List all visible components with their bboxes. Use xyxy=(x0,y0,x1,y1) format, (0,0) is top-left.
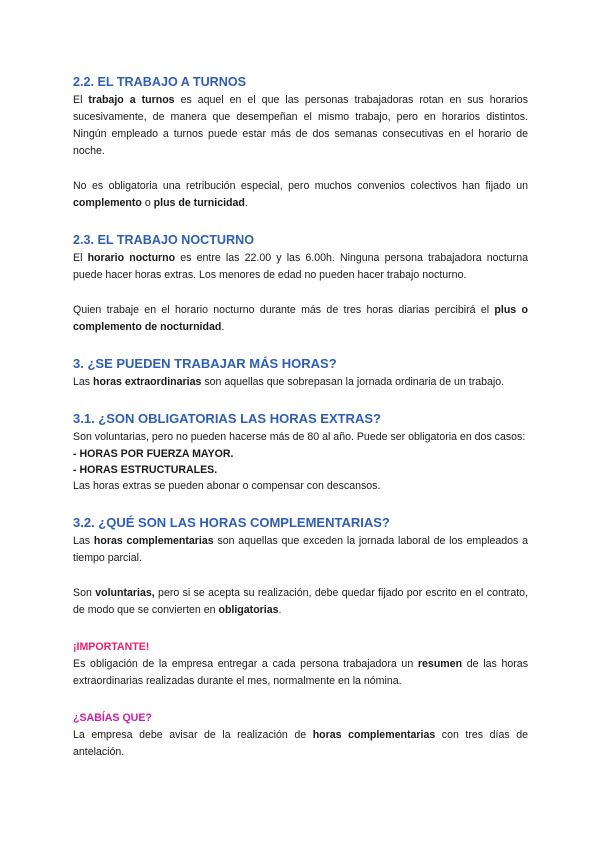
text: . xyxy=(278,604,282,616)
section-heading-2-2: 2.2. EL TRABAJO A TURNOS xyxy=(73,75,247,89)
text: Quien trabaje en el horario nocturno durante más de tres horas diarias percibirá el xyxy=(73,304,495,316)
bold-term: horas complementarias xyxy=(93,535,214,547)
section-heading-3: 3. ¿SE PUEDEN TRABAJAR MÁS HORAS? xyxy=(73,356,337,371)
paragraph-horas-extraordinarias xyxy=(73,374,528,391)
text: . xyxy=(244,197,248,209)
text: pero si se acepta su realización, debe quedar fijado por escrito en el contrato, de modo que se convierten en xyxy=(73,587,528,616)
text: Es obligación de la empresa entregar a cada persona trabajadora un xyxy=(73,658,418,670)
text: El xyxy=(73,252,88,264)
section-heading-3-2: 3.2. ¿QUÉ SON LAS HORAS COMPLEMENTARIAS? xyxy=(73,515,390,530)
bold-term: horario nocturno xyxy=(87,252,176,264)
text: de las horas extraordinarias realizadas durante el mes, normalmente en la nómina. xyxy=(73,658,528,687)
callout-importante-label: ¡IMPORTANTE! xyxy=(73,641,150,653)
bold-term: obligatorias xyxy=(218,604,279,616)
list-item-fuerza-mayor: - HORAS POR FUERZA MAYOR. xyxy=(73,448,234,460)
paragraph-plus-nocturnidad xyxy=(73,302,528,336)
paragraph-horas-complementarias xyxy=(73,533,528,567)
text: El xyxy=(73,94,89,106)
paragraph-retribucion xyxy=(73,178,528,212)
text: son aquellas que sobrepasan la jornada ordinaria de un trabajo. xyxy=(201,376,505,388)
bold-term: voluntarias, xyxy=(95,587,155,599)
paragraph-sabias-que xyxy=(73,727,528,761)
text: Las xyxy=(73,376,94,388)
section-heading-2-3: 2.3. EL TRABAJO NOCTURNO xyxy=(73,233,254,247)
list-item-estructurales: - HORAS ESTRUCTURALES. xyxy=(73,464,218,476)
paragraph-abonar-compensar: Las horas extras se pueden abonar o compensar con descansos. xyxy=(73,480,381,492)
bold-term: horas complementarias xyxy=(312,729,436,741)
document-page xyxy=(73,74,528,761)
text: o xyxy=(141,197,154,209)
paragraph-importante xyxy=(73,656,528,690)
paragraph-voluntarias-contrato xyxy=(73,585,528,619)
text: . xyxy=(221,321,225,333)
bold-term: resumen xyxy=(417,658,463,670)
text: es entre las 22.00 y las 6.00h. Ninguna persona trabajadora nocturna puede hacer horas extras. Los menores de edad no pueden hacer trabajo nocturno. xyxy=(73,252,528,281)
text: son aquellas que exceden la jornada laboral de los empleados a tiempo parcial. xyxy=(73,535,529,564)
text: Son xyxy=(73,587,96,599)
callout-sabias-que-label: ¿SABÍAS QUE? xyxy=(73,712,152,724)
paragraph-voluntarias: Son voluntarias, pero no pueden hacerse más de 80 al año. Puede ser obligatoria en dos casos: xyxy=(73,431,526,443)
section-heading-3-1: 3.1. ¿SON OBLIGATORIAS LAS HORAS EXTRAS? xyxy=(73,411,381,426)
text: La empresa debe avisar de la realización de xyxy=(73,729,313,741)
bold-term: trabajo a turnos xyxy=(88,94,175,106)
bold-term: horas extraordinarias xyxy=(93,376,202,388)
bold-term: complemento xyxy=(73,197,142,209)
text: No es obligatoria una retribución especial, pero muchos convenios colectivos han fijado un xyxy=(73,180,528,192)
text: Las xyxy=(73,535,94,547)
paragraph-horario-nocturno xyxy=(73,250,528,284)
bold-term: plus o complemento de nocturnidad xyxy=(73,304,528,333)
text: es aquel en el que las personas trabajadoras rotan en sus horarios sucesivamente, de manera que desempeñan el mismo trabajo, pero en horarios distintos. Ningún empleado a turnos puede estar más de dos semanas consecutivas en el horario de noche. xyxy=(73,94,528,157)
bold-term: plus de turnicidad xyxy=(153,197,245,209)
text: con tres días de antelación. xyxy=(73,729,529,758)
paragraph-trabajo-a-turnos xyxy=(73,92,528,160)
